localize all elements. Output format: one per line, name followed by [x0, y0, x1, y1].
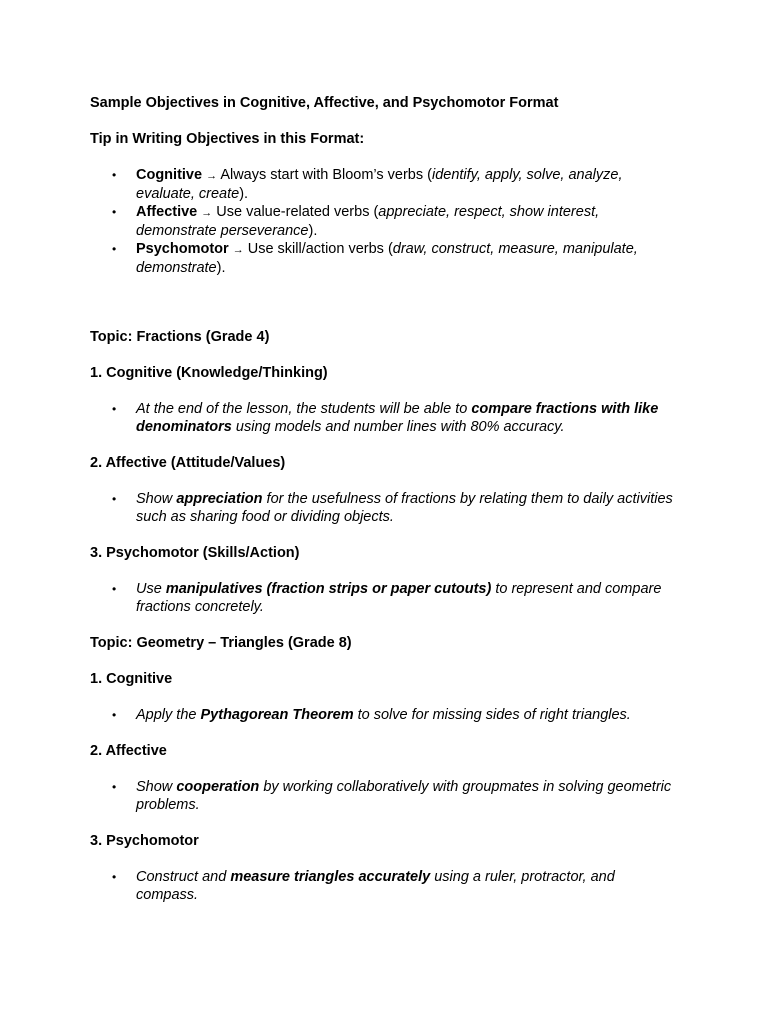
tip-end: ). [239, 186, 249, 202]
objective-emphasis: Pythagorean Theorem [200, 707, 354, 723]
tip-label: Psychomotor [136, 241, 229, 257]
topic-2-affective-list [90, 778, 680, 814]
topic-1-cognitive-list [90, 400, 680, 436]
list-item [90, 400, 680, 436]
tip-text: Use value-related verbs ( [212, 204, 379, 220]
tip-text: Use skill/action verbs ( [243, 241, 393, 257]
topic-2-psychomotor-list [90, 868, 680, 904]
tip-cognitive [90, 166, 680, 203]
tip-heading: Tip in Writing Objectives in this Format: [90, 131, 365, 147]
tip-end: ). [308, 223, 318, 239]
arrow-icon: → [201, 207, 213, 219]
bullet-icon: • [112, 242, 117, 256]
bullet-icon: • [112, 708, 117, 722]
objective-text: At the end of the lesson, the students will be able to [136, 401, 472, 417]
topic-1-cognitive-heading: 1. Cognitive (Knowledge/Thinking) [90, 365, 328, 381]
objective-text: Show [136, 779, 177, 795]
tip-examples: draw, construct, measure, manipulate, demonstrate [136, 241, 638, 276]
objective-emphasis: compare fractions with like denominators [136, 401, 659, 435]
tip-label: Cognitive [136, 167, 203, 183]
topic-1-affective-heading: 2. Affective (Attitude/Values) [90, 455, 286, 471]
arrow-icon: → [232, 244, 244, 256]
objective-emphasis: cooperation [176, 779, 260, 795]
arrow-icon: → [206, 170, 218, 182]
list-item [90, 580, 680, 616]
objective-emphasis: manipulatives (fraction strips or paper cutouts) [165, 581, 492, 597]
tip-examples: identify, apply, solve, analyze, evaluate, create [136, 167, 623, 202]
objective-text: Show [136, 491, 177, 507]
objective-text: using a ruler, protractor, and compass. [136, 869, 615, 903]
tip-text: Always start with Bloom’s verbs ( [217, 167, 432, 183]
objective-text: Construct and [136, 869, 231, 885]
bullet-icon: • [112, 582, 117, 596]
tip-psychomotor [90, 240, 680, 277]
bullet-icon: • [112, 492, 117, 506]
objective-text: Use [136, 581, 166, 597]
objective-emphasis: appreciation [176, 491, 263, 507]
topic-1-psychomotor-heading: 3. Psychomotor (Skills/Action) [90, 545, 300, 561]
objective-text: using models and number lines with 80% accuracy. [231, 419, 565, 435]
bullet-icon: • [112, 402, 117, 416]
objective-text: to represent and compare fractions concretely. [136, 581, 662, 615]
list-item [90, 706, 680, 724]
topic-2-affective-heading: 2. Affective [90, 743, 167, 759]
tip-examples: appreciate, respect, show interest, demonstrate perseverance [136, 204, 600, 239]
objective-text: Apply the [136, 707, 201, 723]
tips-list [90, 166, 680, 277]
document-title: Sample Objectives in Cognitive, Affective, and Psychomotor Format [90, 95, 559, 111]
bullet-icon: • [112, 780, 117, 794]
topic-2-heading: Topic: Geometry – Triangles (Grade 8) [90, 635, 352, 651]
objective-text: by working collaboratively with groupmates in solving geometric problems. [136, 779, 672, 813]
topic-2-psychomotor-heading: 3. Psychomotor [90, 833, 199, 849]
topic-2-cognitive-list [90, 706, 680, 724]
list-item [90, 778, 680, 814]
topic-2-cognitive-heading: 1. Cognitive [90, 671, 173, 687]
list-item [90, 490, 680, 526]
tip-end: ). [216, 260, 226, 276]
list-item [90, 868, 680, 904]
tip-label: Affective [136, 204, 198, 220]
bullet-icon: • [112, 870, 117, 884]
tip-affective [90, 203, 680, 240]
objective-emphasis: measure triangles accurately [230, 869, 431, 885]
bullet-icon: • [112, 205, 117, 219]
topic-1-affective-list [90, 490, 680, 526]
objective-text: for the usefulness of fractions by relating them to daily activities such as sharing food or dividing objects. [136, 491, 673, 525]
topic-1-heading: Topic: Fractions (Grade 4) [90, 329, 270, 345]
bullet-icon: • [112, 168, 117, 182]
topic-1-psychomotor-list [90, 580, 680, 616]
objective-text: to solve for missing sides of right triangles. [353, 707, 631, 723]
